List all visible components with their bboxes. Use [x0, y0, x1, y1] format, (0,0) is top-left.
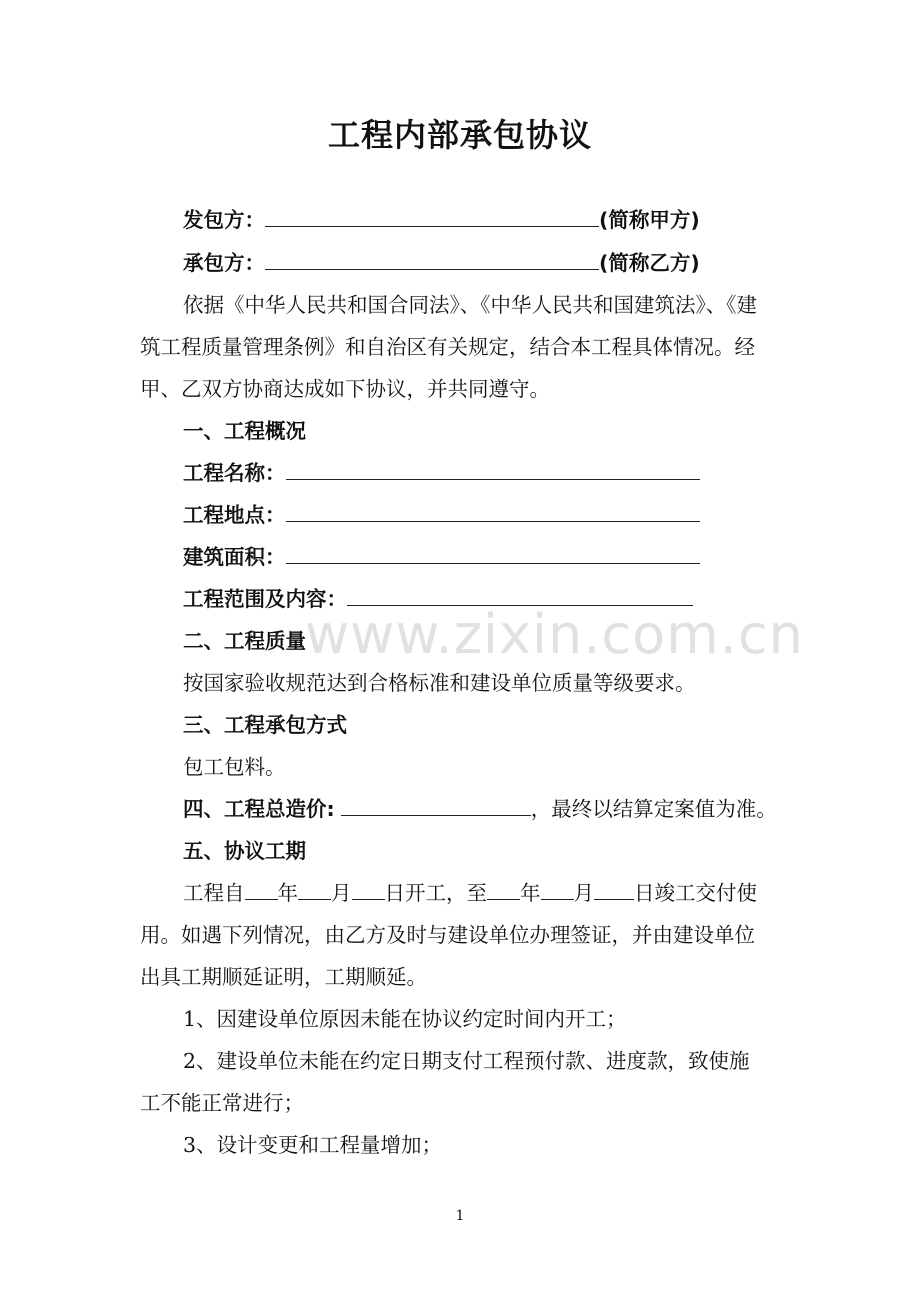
building-area-blank: [286, 543, 700, 564]
section1-heading: 一、工程概况: [183, 419, 306, 443]
delay-item-3: 3、设计变更和工程量增加；: [183, 1133, 443, 1157]
contract-mode-text: 包工包料。: [183, 755, 286, 779]
employer-label: 发包方：: [183, 208, 265, 232]
project-scope-label: 工程范围及内容：: [183, 587, 347, 611]
contractor-label: 承包方：: [183, 251, 265, 275]
period-line: [183, 879, 825, 907]
quality-text: 按国家验收规范达到合格标准和建设单位质量等级要求。: [183, 671, 696, 695]
total-price-line: [183, 795, 825, 823]
end-year-blank: [487, 881, 520, 900]
period-line-3: 出具工期顺延证明，工期顺延。: [140, 965, 427, 989]
section2-heading: 二、工程质量: [183, 629, 306, 653]
delay-item-1: 1、因建设单位原因未能在协议约定时间内开工；: [183, 1007, 627, 1031]
period-start-suffix: 日开工，至: [384, 881, 487, 905]
start-year-blank: [245, 881, 278, 900]
intro-line-1: 依据《中华人民共和国合同法》、《中华人民共和国建筑法》、《建: [183, 293, 757, 317]
total-price-blank: [341, 795, 531, 816]
project-name-label: 工程名称：: [183, 461, 286, 485]
start-month-label: 月: [331, 881, 352, 905]
start-year-label: 年: [277, 881, 298, 905]
project-location-blank: [286, 501, 700, 522]
section3-heading: 三、工程承包方式: [183, 713, 347, 737]
start-month-blank: [298, 881, 331, 900]
total-price-suffix: ，最终以结算定案值为准。: [530, 797, 777, 821]
employer-abbr: (简称甲方): [599, 208, 700, 232]
project-name-line: [183, 459, 825, 487]
contractor-abbr: (简称乙方): [599, 251, 700, 275]
contractor-line: [183, 249, 825, 277]
delay-item-2-line-1: 2、建设单位未能在约定日期支付工程预付款、进度款，致使施: [183, 1049, 750, 1073]
end-month-label: 月: [573, 881, 594, 905]
document-title: 工程内部承包协议: [327, 116, 592, 154]
section4-heading: 四、工程总造价:: [183, 797, 335, 821]
delay-item-2-line-2: 工不能正常进行；: [140, 1091, 304, 1115]
building-area-line: [183, 543, 825, 571]
project-location-label: 工程地点：: [183, 503, 286, 527]
employer-blank: [265, 206, 599, 227]
building-area-label: 建筑面积：: [183, 545, 286, 569]
end-month-blank: [541, 881, 574, 900]
page-number: 1: [455, 1208, 465, 1224]
contractor-blank: [265, 249, 599, 270]
watermark: www.zixin.com.cn: [305, 603, 804, 666]
period-line-2: 用。如遇下列情况，由乙方及时与建设单位办理签证，并由建设单位: [140, 923, 755, 947]
project-location-line: [183, 501, 825, 529]
period-end-suffix: 日竣工交付使: [634, 881, 757, 905]
start-day-blank: [352, 881, 385, 900]
employer-line: [183, 206, 825, 234]
end-day-blank: [594, 881, 634, 900]
period-start-prefix: 工程自: [183, 881, 245, 905]
project-name-blank: [286, 459, 700, 480]
section5-heading: 五、协议工期: [183, 839, 306, 863]
end-year-label: 年: [520, 881, 541, 905]
intro-line-2: 筑工程质量管理条例》和自治区有关规定，结合本工程具体情况。经: [140, 335, 755, 359]
intro-line-3: 甲、乙双方协商达成如下协议，并共同遵守。: [140, 377, 550, 401]
